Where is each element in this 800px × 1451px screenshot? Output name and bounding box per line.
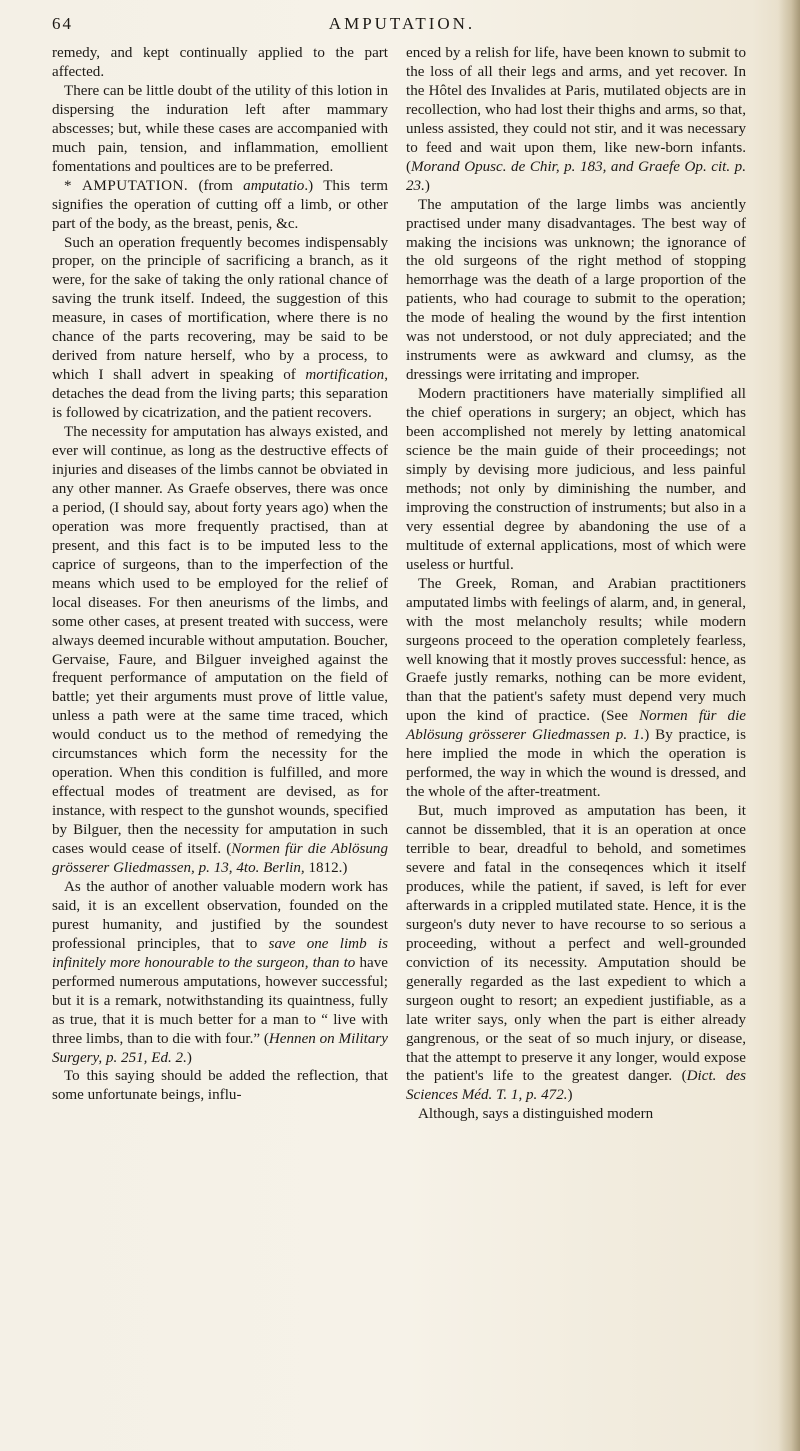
citation: Normen für die Ablösung grösserer Gliedmassen p. 1. <box>406 708 746 744</box>
paragraph-text: have performed numerous amputations, however successful; but it is a remark, notwithstanding its quaintness, fully as true, that it is much better for a man to “ live with three limbs, than to die with four.” ( <box>52 954 388 1047</box>
paragraph-although <box>406 1105 746 1124</box>
paragraph-necessity <box>52 423 388 878</box>
paragraph-text: There can be little doubt of the utility of this lotion in dispersing the induration left after mammary abscesses; but, while these cases are accompanied with much pain, tension, and inflammation, emollient fomentations and poultices are to be preferred. <box>52 82 388 175</box>
paragraph-modern-practitioners <box>406 385 746 575</box>
paragraph-text: ) <box>186 1049 192 1066</box>
paragraph-reflection <box>52 1067 388 1105</box>
citation: Morand Opusc. de Chir, p. 183, and Graefe Op. cit. p. 23. <box>406 158 746 194</box>
entry-etymology: amputatio <box>243 177 305 194</box>
paragraph-text: ) <box>567 1087 573 1104</box>
paragraph-invalides <box>406 44 746 196</box>
emphasis: save one limb is infinitely more honourable to the surgeon, than to <box>52 935 388 971</box>
paragraph-text: remedy, and kept continually applied to the part affected. <box>52 45 388 80</box>
paragraph-greek-roman <box>406 575 746 802</box>
paragraph-ancient-practice <box>406 196 746 386</box>
entry-definition: This term signifies the operation of cutting off a limb, or other part of the body, as the breast, penis, &c. <box>52 177 388 232</box>
paragraph-text: Although, says a distinguished modern <box>418 1106 654 1123</box>
entry-etym-close: .) <box>304 177 314 194</box>
cross-reference: mortification <box>305 367 385 384</box>
paragraph-improved <box>406 802 746 1105</box>
paragraph-text: To this saying should be added the reflection, that some unfortunate beings, influ- <box>52 1068 388 1104</box>
page-gutter-shadow <box>778 0 800 1451</box>
paragraph-remedy <box>52 44 388 82</box>
running-head: AMPUTATION. <box>328 14 476 33</box>
paragraph-text: ) By practice, is here implied the mode in which the operation is performed, the way in which the wound is dressed, and the whole of the after-treatment. <box>406 727 746 801</box>
paragraph-text: The necessity for amputation has always existed, and ever will continue, as long as the destructive effects of injuries and diseases of the limbs cannot be obviated in any other manner. As Graefe observes, there was once a period, (I should say, about forty years ago) when the operation was more frequently practised, than at present, and this fact is to be imputed less to the caprice of surgeons, than to the imperfection of the means which used to be employed for the relief of local diseases. For then aneurisms of the limbs, and some other cases, at present treated with success, were always deemed incurable without amputation. Boucher, Gervaise, Faure, and Bilguer inveighed against the frequent performance of amputation on the field of battle; yet their arguments must prove of little value, unless a path were at the same time traced, which would conduct us to the method of remedying the circumstances which form the necessity for the operation. When this condition is fulfilled, and more effectual modes of treatment are devised, as for instance, with respect to the gunshot wounds, specified by Bilguer, then the necessity for amputation in such cases would cease of itself. ( <box>52 424 388 858</box>
paragraph-lotion <box>52 82 388 177</box>
paragraph-text: ) <box>424 177 430 194</box>
page-number: 64 <box>52 14 73 33</box>
entry-etym-open: (from <box>188 177 244 194</box>
paragraph-text: As the author of another valuable modern work has said, it is an excellent observation, founded on the purest humanity, and justified by the soundest professional principles, that to <box>52 878 388 952</box>
right-column <box>406 44 746 1124</box>
paragraph-text: Modern practitioners have materially simplified all the chief operations in surgery; an object, which has been accomplished not merely by letting anatomical science be the main guide of their proceedings; not simply by devising more judicious, and less painful methods; not only by diminishing the number, and improving the construction of instruments; but also in a very essential degree by abandoning the use of a multitude of external applications, most of which were useless or hurtful. <box>406 386 746 573</box>
left-column <box>52 44 388 1105</box>
entry-amputation <box>52 177 388 234</box>
paragraph-text: Such an operation frequently becomes indispensably proper, on the principle of sacrificing a branch, as it were, for the sake of taking the only rational chance of saving the trunk itself. Indeed, the suggestion of this measure, in cases of mortification, where there is no chance of the parts recovering, may be said to be derived from nature herself, who by a process, to which I shall advert in speaking of <box>52 234 388 384</box>
citation: Hennen on Military Surgery, p. 251, Ed. 2. <box>52 1030 388 1066</box>
paragraph-text: But, much improved as amputation has been, it cannot be dissembled, that it is an operation at once terrible to bear, dreadful to behold, and sometimes severe and fatal in the conseqences which it itself produces, while the patient, if saved, is left for ever afterwards in a crippled mutilated state. Hence, it is the surgeon's duty never to have recourse to so serious a proceeding, without a perfect and well-grounded conviction of its necessity. Amputation should be generally regarded as the last expedient to which a surgeon ought to resort; an expedient justifiable, as a late writer says, only when the part is either already gangrenous, or the seat of so much injury, or disease, that the attempt to preserve it any longer, would expose the patient's life to the greatest danger. ( <box>406 803 746 1085</box>
paragraph-mortification <box>52 234 388 424</box>
citation: Normen für die Ablösung grösserer Gliedmassen, p. 13, 4to. Berlin, <box>52 841 388 876</box>
page-header <box>52 14 752 40</box>
paragraph-modern-work <box>52 878 388 1068</box>
paragraph-text: enced by a relish for life, have been known to submit to the loss of all their legs and arms, and yet recover. In the Hôtel des Invalides at Paris, mutilated objects are in recollection, who had lost their thighs and arms, so that, unless assisted, they could not stir, and it was necessary to feed and wait upon them, like new-born infants. ( <box>406 45 746 175</box>
paragraph-text: The amputation of the large limbs was anciently practised under many disadvantages. The best way of making the incisions was unknown; the ignorance of the old surgeons of the right method of stopping hemorrhage was the death of a large proportion of the patients, who had courage to submit to the operation; the mode of healing the wound by the first intention was not understood, or not duly appreciated; and the instruments were as awkward and clumsy, as the dressings were irritating and improper. <box>406 196 746 384</box>
citation: Dict. des Sciences Méd. T. 1, p. 472. <box>406 1068 747 1104</box>
paragraph-text: The Greek, Roman, and Arabian practitioners amputated limbs with feelings of alarm, and, in general, with the most melancholy results; while modern surgeons proceed to the operation completely fearless, well knowing that it mostly proves successful: hence, as Graefe justly remarks, nothing can be more evident, than that the patient's safety must depend very much upon the kind of practice. (See <box>406 575 746 725</box>
entry-headword: * AMPUTATION. <box>64 177 189 194</box>
paragraph-text: , detaches the dead from the living parts; this separation is followed by cicatrization, and the patient recovers. <box>52 367 388 422</box>
paragraph-text: 1812.) <box>304 859 348 876</box>
